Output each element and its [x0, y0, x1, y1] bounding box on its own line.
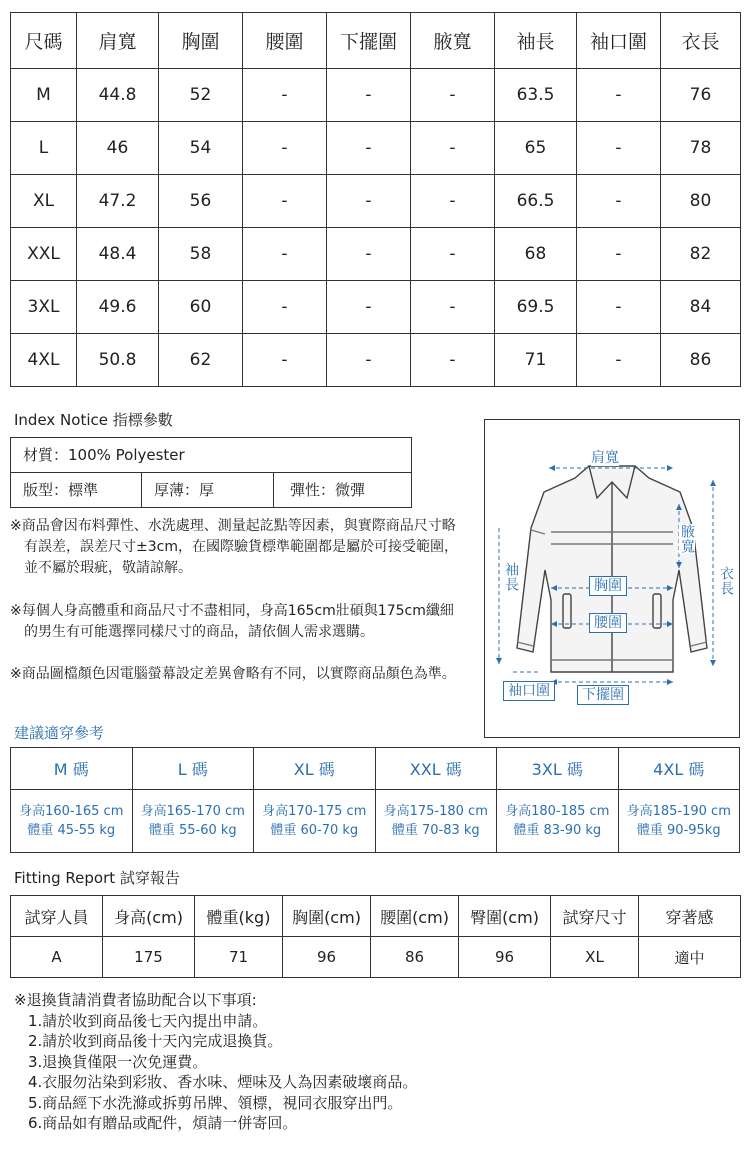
label-shoulder: 肩寬: [591, 450, 619, 466]
fitting-table: [10, 895, 741, 978]
size-table: [10, 12, 741, 387]
header-cell: 腰圍: [243, 13, 327, 69]
body-cell: [618, 790, 740, 853]
table-row: [11, 175, 741, 228]
table-cell: 96: [459, 937, 551, 978]
table-cell: 49.6: [77, 281, 159, 334]
table-cell: XXL: [11, 228, 77, 281]
body-cell: [11, 790, 133, 853]
table-cell: 46: [77, 122, 159, 175]
table-cell: XL: [551, 937, 639, 978]
table-cell: 78: [661, 122, 741, 175]
height-range: 身高185-190 cm: [626, 804, 731, 819]
returns-title: ※退換貨請消費者協助配合以下事項:: [14, 991, 257, 1009]
header-cell: 體重(kg): [195, 896, 283, 937]
table-cell: 58: [159, 228, 243, 281]
index-notice-title: Index Notice 指標參數: [14, 411, 173, 429]
table-cell: -: [243, 69, 327, 122]
table-cell: 80: [661, 175, 741, 228]
list-item: 5.商品經下水洗滌或拆剪吊牌、領標，視同衣服穿出門。: [28, 1093, 403, 1112]
label-waist: 腰圍: [589, 613, 627, 633]
table-cell: -: [577, 122, 661, 175]
size-cell: M 碼: [11, 748, 133, 790]
header-cell: 身高(cm): [103, 896, 195, 937]
table-cell: 60: [159, 281, 243, 334]
table-cell: -: [577, 228, 661, 281]
list-item: 1.請於收到商品後七天內提出申請。: [28, 1011, 268, 1030]
table-cell: -: [327, 334, 411, 387]
height-range: 身高180-185 cm: [505, 804, 610, 819]
note-tolerance: [10, 516, 460, 579]
label-chest: 胸圍: [589, 576, 627, 596]
weight-range: 體重 70-83 kg: [391, 823, 480, 838]
header-cell: 腰圍(cm): [371, 896, 459, 937]
header-cell: 試穿人員: [11, 896, 103, 937]
recommend-title: 建議適穿參考: [14, 724, 105, 742]
table-row: [11, 122, 741, 175]
table-cell: 52: [159, 69, 243, 122]
table-row: [11, 937, 741, 978]
note-body-type: [10, 601, 460, 643]
recommend-table: [10, 747, 740, 853]
list-item: 6.商品如有贈品或配件，煩請一併寄回。: [28, 1114, 298, 1132]
table-cell: -: [411, 281, 495, 334]
weight-range: 體重 55-60 kg: [148, 823, 237, 838]
header-cell: 袖口圍: [577, 13, 661, 69]
table-cell: XL: [11, 175, 77, 228]
header-cell: 腋寬: [411, 13, 495, 69]
size-cell: XL 碼: [254, 748, 376, 790]
weight-range: 體重 45-55 kg: [27, 823, 116, 838]
label-hem: 下擺圍: [577, 685, 629, 705]
table-cell: 71: [495, 334, 577, 387]
table-cell: 47.2: [77, 175, 159, 228]
height-range: 身高170-175 cm: [262, 804, 367, 819]
table-cell: 69.5: [495, 281, 577, 334]
table-cell: -: [243, 281, 327, 334]
table-cell: -: [327, 228, 411, 281]
header-cell: 胸圍: [159, 13, 243, 69]
weight-range: 體重 60-70 kg: [270, 823, 359, 838]
header-cell: 胸圍(cm): [283, 896, 371, 937]
table-cell: 56: [159, 175, 243, 228]
table-cell: -: [411, 334, 495, 387]
table-cell: -: [577, 69, 661, 122]
weight-range: 體重 83-90 kg: [513, 823, 602, 838]
weight-range: 體重 90-95kg: [636, 823, 721, 838]
table-cell: -: [577, 334, 661, 387]
table-cell: 84: [661, 281, 741, 334]
table-cell: 71: [195, 937, 283, 978]
table-cell: 66.5: [495, 175, 577, 228]
header-cell: 試穿尺寸: [551, 896, 639, 937]
note-text: ※商品圖檔顏色因電腦螢幕設定差異會略有不同，以實際商品顏色為準。: [10, 666, 456, 682]
table-cell: 175: [103, 937, 195, 978]
table-cell: A: [11, 937, 103, 978]
header-cell: 尺碼: [11, 13, 77, 69]
header-cell: 肩寬: [77, 13, 159, 69]
label-cuff: 袖口圍: [503, 681, 555, 701]
table-cell: 48.4: [77, 228, 159, 281]
material-label: 材質：100% Polyester: [23, 446, 185, 464]
table-cell: 3XL: [11, 281, 77, 334]
table-cell: 4XL: [11, 334, 77, 387]
table-cell: L: [11, 122, 77, 175]
note-text: ※商品會因布料彈性、水洗處理、測量起訖點等因素，與實際商品尺寸略有誤差，誤差尺寸±3cm，在國際驗貨標準範圍都是屬於可接受範圍，並不屬於瑕疵，敬請諒解。: [10, 518, 458, 576]
spec-row-attributes: [11, 473, 411, 507]
table-cell: -: [243, 334, 327, 387]
table-cell: 63.5: [495, 69, 577, 122]
elasticity-label: 彈性：微彈: [273, 473, 411, 507]
table-cell: 50.8: [77, 334, 159, 387]
body-cell: [254, 790, 376, 853]
table-row: [11, 228, 741, 281]
table-row: [11, 334, 741, 387]
header-cell: 下擺圍: [327, 13, 411, 69]
label-length: 衣長: [718, 566, 734, 596]
table-cell: 68: [495, 228, 577, 281]
table-cell: 54: [159, 122, 243, 175]
recommend-body-row: [11, 790, 740, 853]
size-cell: XXL 碼: [375, 748, 497, 790]
header-cell: 穿著感: [639, 896, 741, 937]
table-cell: M: [11, 69, 77, 122]
list-item: 4.衣服勿沾染到彩妝、香水味、煙味及人為因素破壞商品。: [28, 1073, 418, 1091]
measurement-diagram: [484, 419, 740, 738]
table-cell: -: [577, 281, 661, 334]
spec-box: [10, 437, 412, 508]
fitting-header-row: [11, 896, 741, 937]
body-cell: [375, 790, 497, 853]
height-range: 身高175-180 cm: [383, 804, 488, 819]
height-range: 身高165-170 cm: [140, 804, 245, 819]
table-cell: -: [327, 281, 411, 334]
list-item: 2.請於收到商品後十天內完成退換貨。: [28, 1032, 283, 1050]
size-table-header: [11, 13, 741, 69]
table-cell: 65: [495, 122, 577, 175]
size-cell: L 碼: [132, 748, 254, 790]
table-cell: 86: [661, 334, 741, 387]
table-cell: 62: [159, 334, 243, 387]
table-row: [11, 281, 741, 334]
fit-label: 版型：標準: [23, 481, 99, 499]
label-sleeve: 袖長: [503, 562, 519, 592]
recommend-size-row: [11, 748, 740, 790]
header-cell: 袖長: [495, 13, 577, 69]
table-cell: -: [411, 175, 495, 228]
size-cell: 4XL 碼: [618, 748, 740, 790]
body-cell: [132, 790, 254, 853]
body-cell: [497, 790, 619, 853]
table-cell: -: [243, 122, 327, 175]
table-cell: 82: [661, 228, 741, 281]
table-cell: 44.8: [77, 69, 159, 122]
thickness-label: 厚薄：厚: [141, 473, 273, 507]
table-row: [11, 69, 741, 122]
table-cell: -: [243, 228, 327, 281]
table-cell: -: [411, 122, 495, 175]
table-cell: -: [327, 69, 411, 122]
height-range: 身高160-165 cm: [19, 804, 124, 819]
table-cell: 86: [371, 937, 459, 978]
note-color: [10, 664, 460, 685]
table-cell: 96: [283, 937, 371, 978]
header-cell: 衣長: [661, 13, 741, 69]
returns-notice: [14, 990, 417, 1134]
table-cell: -: [327, 122, 411, 175]
table-cell: 適中: [639, 937, 741, 978]
table-cell: -: [327, 175, 411, 228]
size-cell: 3XL 碼: [497, 748, 619, 790]
list-item: 3.退換貨僅限一次免運費。: [28, 1052, 208, 1071]
table-cell: 76: [661, 69, 741, 122]
table-cell: -: [411, 228, 495, 281]
header-cell: 臀圍(cm): [459, 896, 551, 937]
table-cell: -: [243, 175, 327, 228]
label-armpit: 腋寬: [679, 524, 695, 554]
table-cell: -: [577, 175, 661, 228]
spec-row-material: [11, 438, 411, 473]
note-text: ※每個人身高體重和商品尺寸不盡相同，身高165cm壯碩與175cm纖細的男生有可能選擇同樣尺寸的商品，請依個人需求選購。: [10, 603, 454, 640]
fitting-title: Fitting Report 試穿報告: [14, 869, 180, 887]
table-cell: -: [411, 69, 495, 122]
